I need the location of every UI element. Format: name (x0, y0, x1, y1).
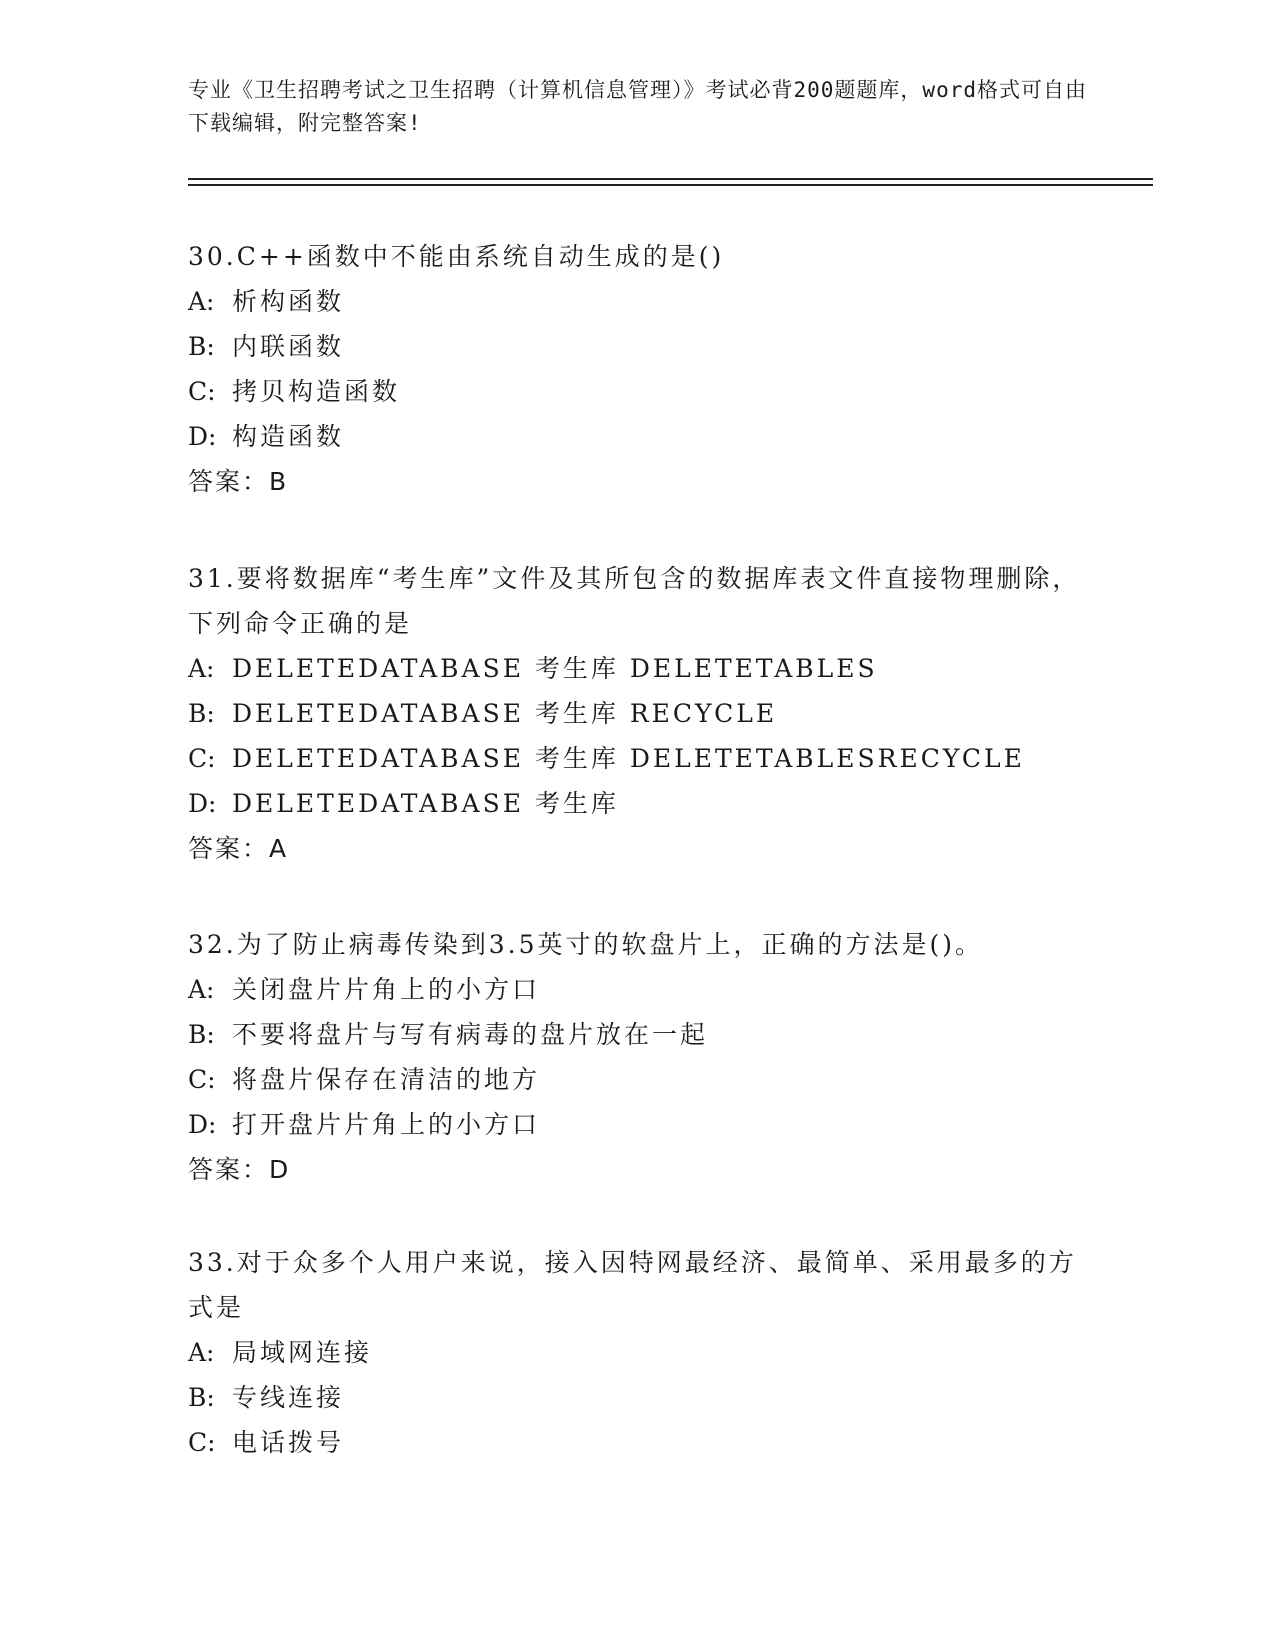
option-letter: C: (188, 377, 216, 406)
option-d (188, 1102, 1088, 1147)
option-letter: C: (188, 1428, 216, 1457)
option-b (188, 1375, 1088, 1420)
option-text: 专线连接 (232, 1383, 345, 1412)
option-c (188, 1420, 1088, 1465)
option-letter: C: (188, 1065, 216, 1094)
option-d (188, 781, 1088, 826)
option-letter: B: (188, 1383, 215, 1412)
question-stem: 33.对于众多个人用户来说，接入因特网最经济、最简单、采用最多的方式是 (188, 1248, 1077, 1322)
option-b (188, 324, 1088, 369)
option-letter: A: (188, 287, 215, 316)
option-letter: D: (188, 1110, 217, 1139)
option-text: DELETEDATABASE 考生库 DELETETABLES (232, 654, 878, 683)
option-letter: A: (188, 1338, 215, 1367)
option-b (188, 691, 1088, 736)
option-text: 内联函数 (232, 332, 345, 361)
option-a (188, 279, 1088, 324)
option-d (188, 414, 1088, 459)
question-30 (188, 234, 1088, 504)
question-31 (188, 556, 1088, 871)
question-33 (188, 1240, 1088, 1465)
header-divider-top (188, 178, 1153, 180)
option-letter: B: (188, 1020, 215, 1049)
answer-line: 答案：D (188, 1155, 291, 1184)
header-divider-bottom (188, 184, 1153, 186)
option-text: DELETEDATABASE 考生库 (232, 789, 619, 818)
option-c (188, 736, 1088, 781)
option-letter: D: (188, 789, 217, 818)
question-stem: 30.C++函数中不能由系统自动生成的是() (188, 242, 725, 271)
answer-line: 答案：B (188, 467, 289, 496)
option-text: 析构函数 (232, 287, 345, 316)
option-text: 局域网连接 (232, 1338, 373, 1367)
option-c (188, 1057, 1088, 1102)
option-text: 构造函数 (232, 422, 345, 451)
option-c (188, 369, 1088, 414)
option-letter: C: (188, 744, 216, 773)
option-text: 拷贝构造函数 (232, 377, 401, 406)
option-text: DELETEDATABASE 考生库 RECYCLE (232, 699, 778, 728)
question-stem: 32.为了防止病毒传染到3.5英寸的软盘片上，正确的方法是()。 (188, 930, 984, 959)
option-text: 不要将盘片与写有病毒的盘片放在一起 (232, 1020, 709, 1049)
option-a (188, 1330, 1088, 1375)
option-letter: A: (188, 975, 215, 1004)
option-a (188, 967, 1088, 1012)
question-32 (188, 922, 1088, 1192)
option-b (188, 1012, 1088, 1057)
option-letter: B: (188, 332, 215, 361)
question-stem: 31.要将数据库“考生库”文件及其所包含的数据库表文件直接物理删除，下列命令正确的是 (188, 564, 1081, 638)
option-letter: A: (188, 654, 215, 683)
option-text: 打开盘片片角上的小方口 (232, 1110, 541, 1139)
answer-line: 答案：A (188, 834, 289, 863)
option-letter: D: (188, 422, 217, 451)
document-header-title: 专业《卫生招聘考试之卫生招聘（计算机信息管理）》考试必背200题题库，word格式可自由下载编辑，附完整答案! (188, 78, 1087, 135)
option-text: 将盘片保存在清洁的地方 (232, 1065, 541, 1094)
option-text: 电话拨号 (232, 1428, 345, 1457)
option-text: DELETEDATABASE 考生库 DELETETABLESRECYCLE (232, 744, 1025, 773)
option-a (188, 646, 1088, 691)
option-text: 关闭盘片片角上的小方口 (232, 975, 541, 1004)
option-letter: B: (188, 699, 215, 728)
